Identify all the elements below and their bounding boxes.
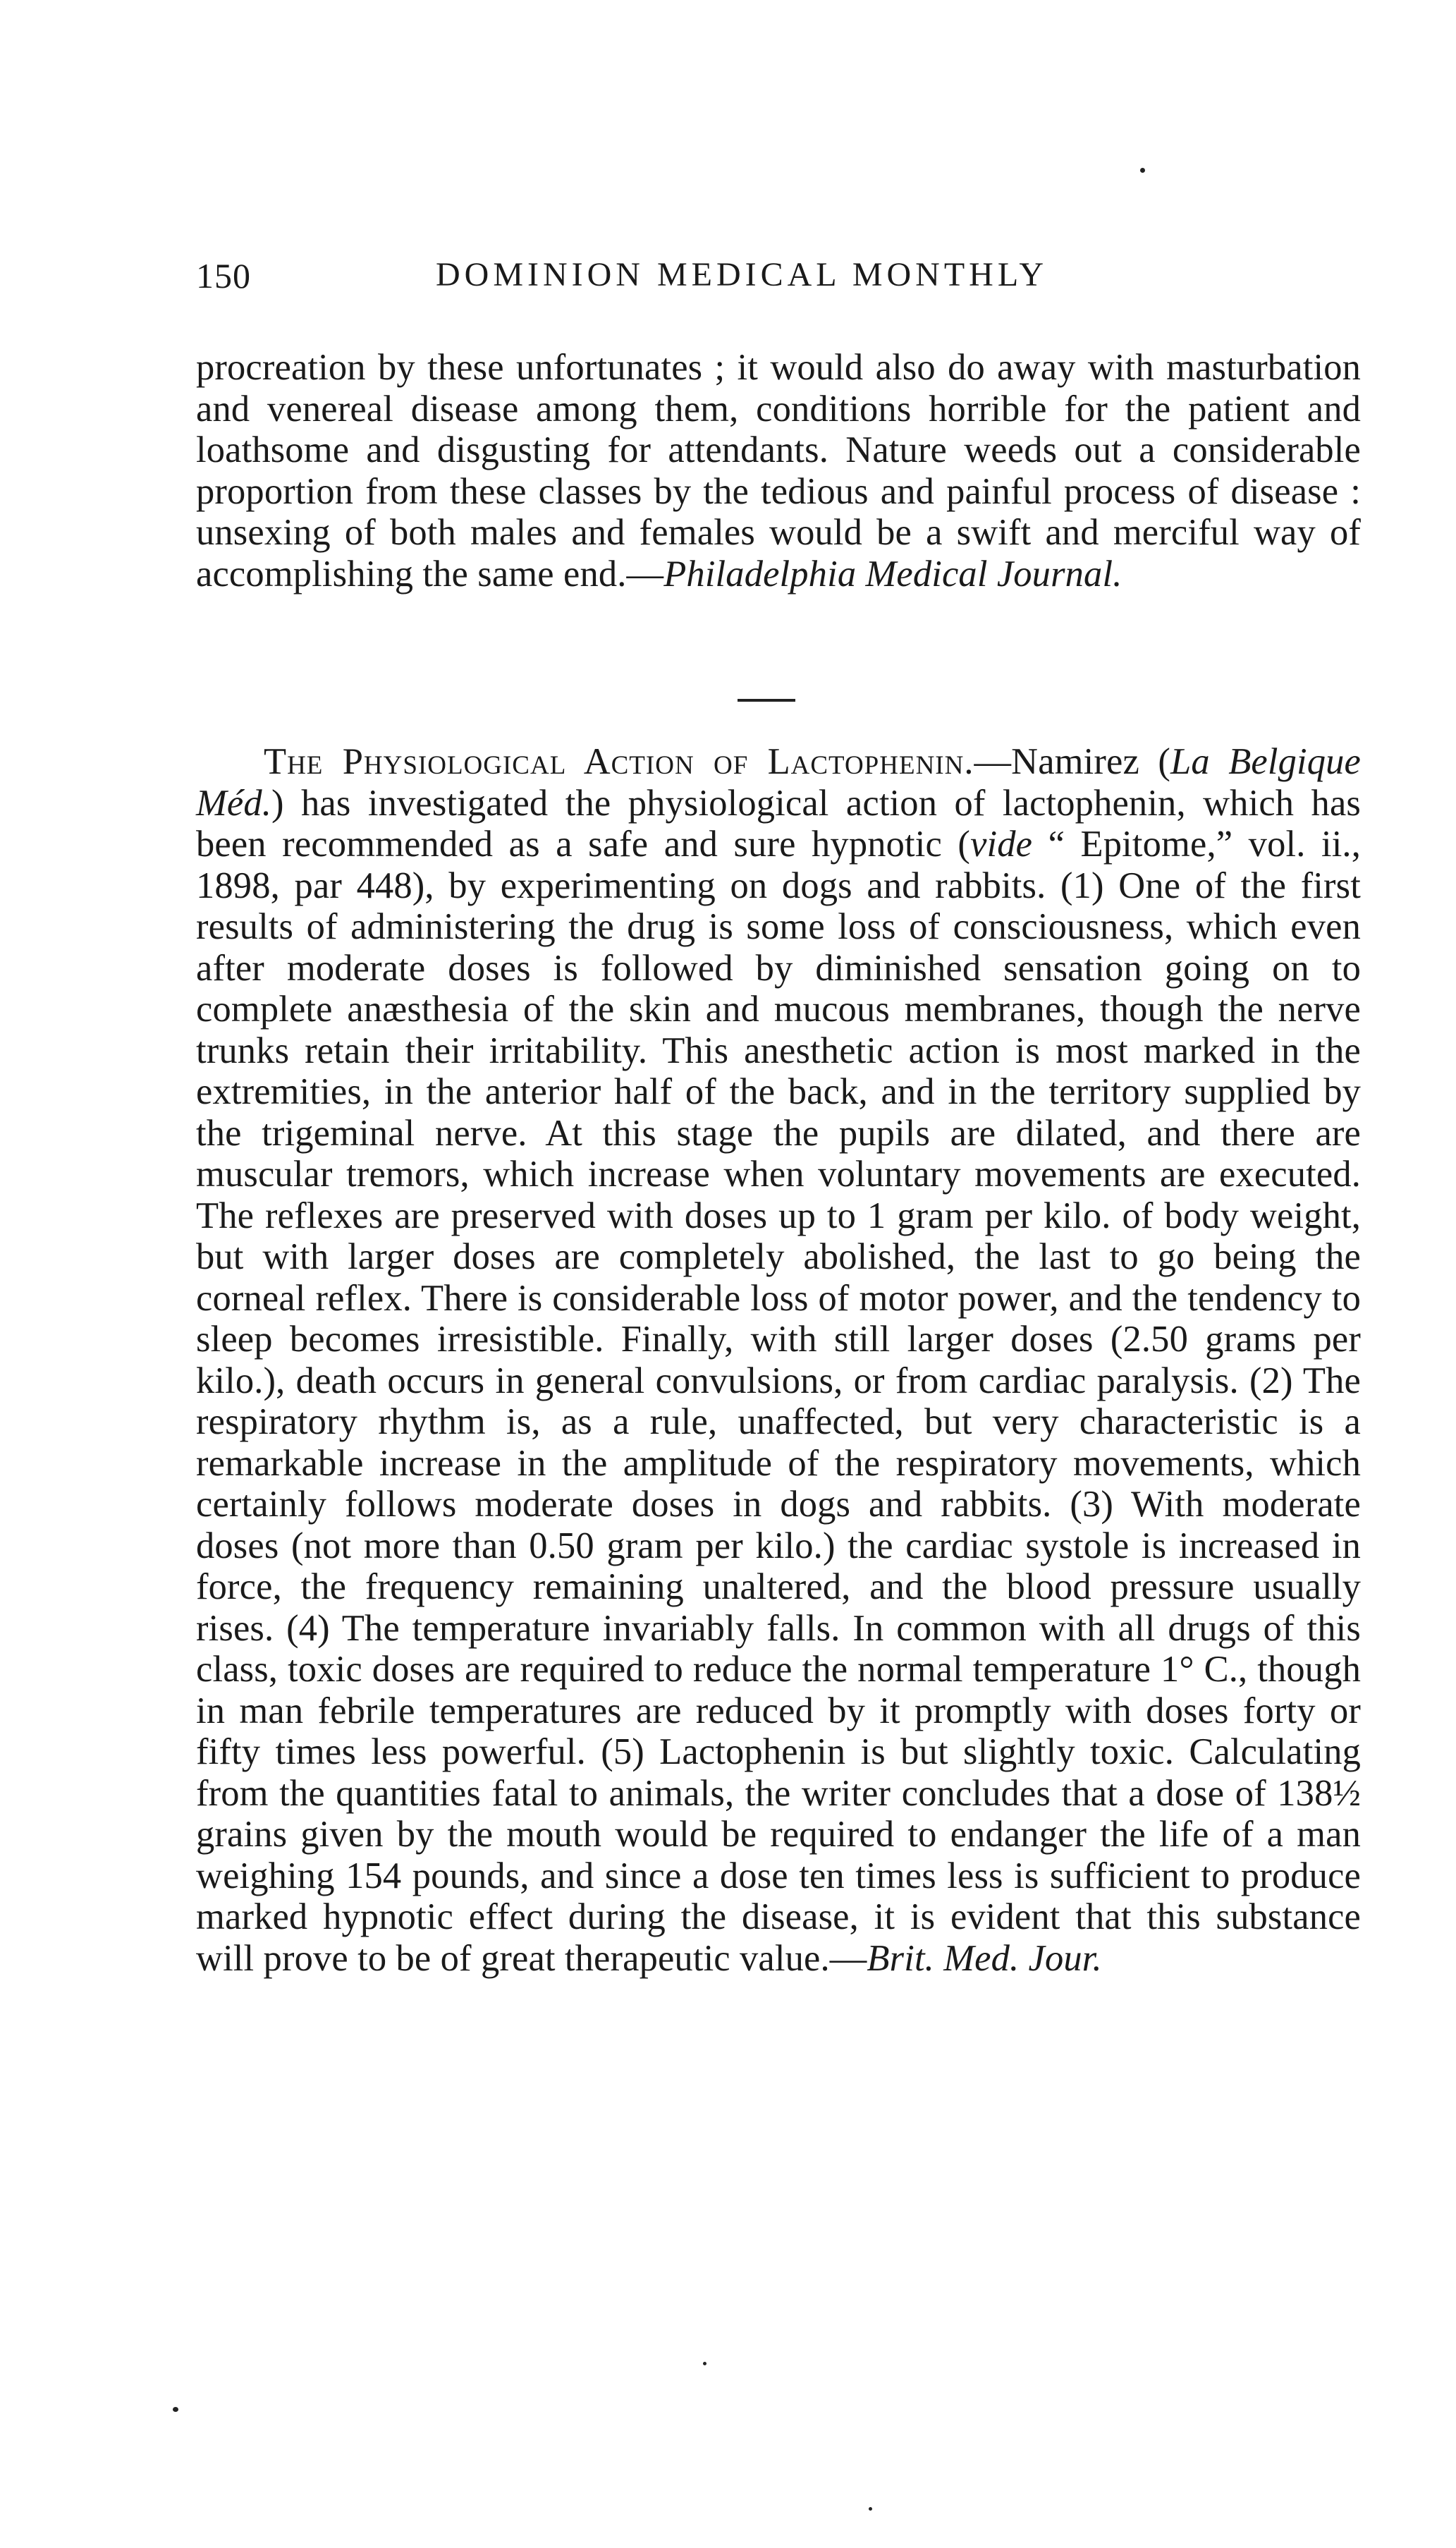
page-number: 150: [196, 256, 251, 295]
vide-word: vide: [970, 824, 1033, 865]
running-title: DOMINION MEDICAL MONTHLY: [436, 256, 1048, 293]
article-text: ) has investigated the physiological action of lactophenin, which has been recommended as a safe and sure hypnotic (: [196, 782, 1361, 865]
print-speck: [869, 2507, 872, 2511]
previous-article-ending: [196, 347, 1361, 595]
cited-journal: La Belgique Méd.: [196, 741, 1361, 824]
print-speck: [173, 2407, 178, 2412]
article-paragraph: [196, 741, 1361, 1979]
print-speck: [703, 2362, 706, 2365]
article-intro: —Namirez (: [974, 741, 1170, 782]
source-citation: Brit. Med. Jour.: [867, 1937, 1102, 1979]
paragraph-text: procreation by these unfortunates ; it would also do away with masturbation and venereal disease among them, conditions horrible for the patient and loathsome and disgusting for attendants. Nature weeds out a considerable proportion from these classes by the tedious and painful process of disease : unsexing of both males and females would be a swift and merciful way of accomplishing the same end.—: [196, 347, 1361, 595]
page-header: [196, 255, 1359, 305]
article-text: “ Epitome,” vol. ii., 1898, par 448), by experimenting on dogs and rabbits. (1) One of the first results of administering the drug is some loss of consciousness, which even after moderate doses is followed by diminished sensation going on to complete anæsthesia of the skin and mucous membranes, though the nerve trunks retain their irritability. This anesthetic action is most marked in the extremities, in the anterior half of the back, and in the territory supplied by the trigeminal nerve. At this stage the pupils are dilated, and there are muscular tremors, which increase when voluntary movements are executed. The reflexes are preserved with doses up to 1 gram per kilo. of body weight, but with larger doses are completely abolished, the last to go being the corneal reflex. There is considerable loss of motor power, and the tendency to sleep becomes irresistible. Finally, with still larger doses (2.50 grams per kilo.), death occurs in general convulsions, or from cardiac paralysis. (2) The respiratory rhythm is, as a rule, unaffected, but very characteristic is a remarkable increase in the amplitude of the respiratory movements, which certainly follows moderate doses in dogs and rabbits. (3) With moderate doses (not more than 0.50 gram per kilo.) the cardiac systole is increased in force, the frequency remaining unaltered, and the blood pressure usually rises. (4) The temperature invariably falls. In common with all drugs of this class, toxic doses are required to reduce the normal temperature 1° C., though in man febrile temperatures are reduced by it promptly with doses forty or fifty times less powerful. (5) Lactophenin is but slightly toxic. Calculating from the quantities fatal to animals, the writer concludes that a dose of 138½ grains given by the mouth would be required to endanger the life of a man weighing 154 pounds, and since a dose ten times less is sufficient to produce marked hypnotic effect during the disease, it is evident that this substance will prove to be of great therapeutic value.—: [196, 824, 1361, 1979]
print-speck: [1140, 168, 1145, 173]
article-heading: The Physiological Action of Lactophenin.: [264, 741, 974, 782]
section-separator: [738, 699, 795, 702]
source-citation: Philadelphia Medical Journal.: [663, 553, 1122, 595]
